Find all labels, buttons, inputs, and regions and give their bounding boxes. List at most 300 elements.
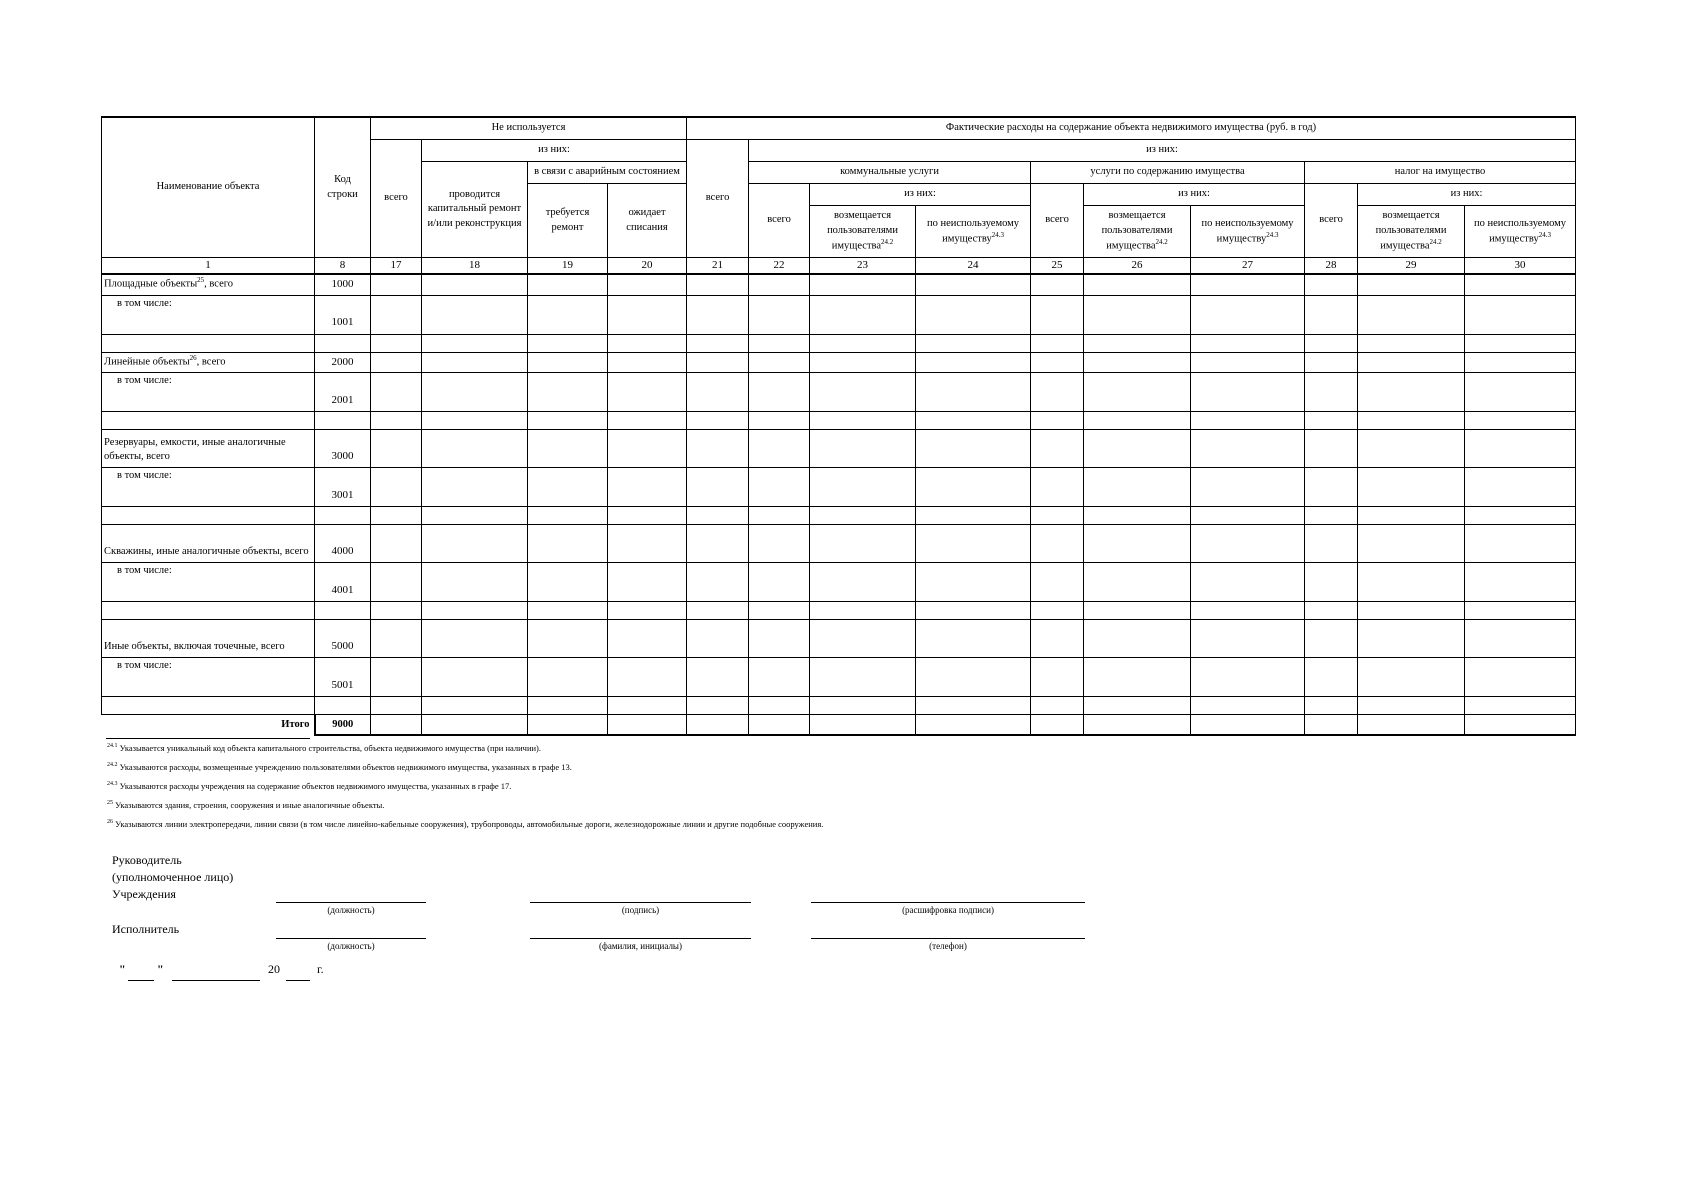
table-row — [102, 620, 1576, 658]
data-cell[interactable] — [371, 430, 422, 468]
data-cell[interactable] — [1084, 507, 1191, 525]
data-cell[interactable] — [1031, 352, 1084, 373]
date-month-line[interactable] — [172, 980, 260, 981]
data-cell[interactable] — [422, 507, 528, 525]
total-code: 9000 — [315, 715, 371, 736]
data-cell[interactable] — [916, 352, 1031, 373]
data-cell[interactable] — [1084, 274, 1191, 295]
data-cell[interactable] — [1358, 373, 1465, 412]
column-number: 20 — [608, 258, 687, 275]
data-cell[interactable] — [749, 274, 810, 295]
data-cell[interactable] — [528, 563, 608, 602]
data-cell[interactable] — [916, 412, 1031, 430]
data-cell[interactable] — [1358, 697, 1465, 715]
data-cell[interactable] — [687, 373, 749, 412]
data-cell[interactable] — [371, 468, 422, 507]
data-cell[interactable] — [687, 620, 749, 658]
column-number: 28 — [1305, 258, 1358, 275]
data-cell[interactable] — [422, 295, 528, 334]
data-cell[interactable] — [1465, 715, 1576, 736]
header-not-used-of-them: из них: — [422, 140, 687, 162]
data-cell[interactable] — [749, 620, 810, 658]
column-numbers-row — [102, 258, 1576, 275]
data-cell[interactable] — [1031, 373, 1084, 412]
empty-cell[interactable] — [102, 507, 315, 525]
data-cell[interactable] — [371, 274, 422, 295]
data-cell[interactable] — [422, 352, 528, 373]
data-cell[interactable] — [371, 658, 422, 697]
table-row — [102, 274, 1576, 295]
data-cell[interactable] — [687, 412, 749, 430]
data-cell[interactable] — [1031, 525, 1084, 563]
data-cell[interactable] — [1358, 525, 1465, 563]
data-cell[interactable] — [608, 274, 687, 295]
data-cell[interactable] — [1191, 373, 1305, 412]
header-not-used-total: всего — [371, 140, 422, 258]
data-cell[interactable] — [608, 334, 687, 352]
data-cell[interactable] — [371, 525, 422, 563]
data-cell[interactable] — [608, 507, 687, 525]
data-cell[interactable] — [371, 373, 422, 412]
data-cell[interactable] — [422, 525, 528, 563]
data-cell[interactable] — [528, 525, 608, 563]
data-cell[interactable] — [528, 295, 608, 334]
data-cell[interactable] — [1465, 658, 1576, 697]
data-cell[interactable] — [1084, 352, 1191, 373]
data-cell[interactable] — [608, 563, 687, 602]
data-cell[interactable] — [810, 525, 916, 563]
data-cell[interactable] — [916, 373, 1031, 412]
empty-cell[interactable] — [102, 602, 315, 620]
data-cell[interactable] — [1031, 697, 1084, 715]
head-position-line[interactable] — [276, 902, 426, 903]
empty-cell[interactable] — [315, 334, 371, 352]
row-name-wells: Скважины, иные аналогичные объекты, всего — [102, 525, 315, 563]
data-cell[interactable] — [1465, 697, 1576, 715]
data-cell[interactable] — [1465, 334, 1576, 352]
data-cell[interactable] — [687, 468, 749, 507]
data-cell[interactable] — [1031, 507, 1084, 525]
data-cell[interactable] — [371, 715, 422, 736]
table-row — [102, 412, 1576, 430]
row-name-areal: Площадные объекты$^{25}$, всего — [102, 274, 315, 295]
data-cell[interactable] — [608, 658, 687, 697]
data-cell[interactable] — [810, 507, 916, 525]
row-name-including: в том числе: — [102, 468, 315, 507]
data-cell[interactable] — [422, 430, 528, 468]
data-cell[interactable] — [1191, 352, 1305, 373]
data-cell[interactable] — [1191, 715, 1305, 736]
data-cell[interactable] — [1465, 373, 1576, 412]
data-cell[interactable] — [1191, 620, 1305, 658]
data-cell[interactable] — [1465, 507, 1576, 525]
data-cell[interactable] — [1031, 334, 1084, 352]
header-emergency-state: в связи с аварийным состоянием — [528, 162, 687, 184]
data-cell[interactable] — [1305, 352, 1358, 373]
data-cell[interactable] — [810, 658, 916, 697]
column-number: 24 — [916, 258, 1031, 275]
data-cell[interactable] — [422, 620, 528, 658]
data-cell[interactable] — [1305, 602, 1358, 620]
data-cell[interactable] — [687, 525, 749, 563]
head-decoding-line[interactable] — [811, 902, 1085, 903]
data-cell[interactable] — [371, 602, 422, 620]
head-authorized-label: (уполномоченное лицо) — [112, 870, 234, 884]
header-awaiting-writeoff: ожидает списания — [608, 184, 687, 258]
data-cell[interactable] — [608, 295, 687, 334]
data-cell[interactable] — [608, 412, 687, 430]
data-cell[interactable] — [422, 468, 528, 507]
data-cell[interactable] — [528, 507, 608, 525]
date-day-line[interactable] — [128, 980, 154, 981]
data-cell[interactable] — [1191, 507, 1305, 525]
data-cell[interactable] — [422, 563, 528, 602]
data-cell[interactable] — [810, 295, 916, 334]
data-cell[interactable] — [687, 602, 749, 620]
data-cell[interactable] — [1305, 620, 1358, 658]
row-code: 5001 — [315, 658, 371, 697]
data-cell[interactable] — [1084, 658, 1191, 697]
data-cell[interactable] — [528, 620, 608, 658]
table-row — [102, 602, 1576, 620]
data-cell[interactable] — [1031, 620, 1084, 658]
data-cell[interactable] — [749, 715, 810, 736]
data-cell[interactable] — [749, 295, 810, 334]
data-cell[interactable] — [1465, 430, 1576, 468]
table-row — [102, 352, 1576, 373]
row-code: 2001 — [315, 373, 371, 412]
data-cell[interactable] — [1031, 658, 1084, 697]
data-cell[interactable] — [1305, 715, 1358, 736]
row-code: 4000 — [315, 525, 371, 563]
data-cell[interactable] — [1031, 563, 1084, 602]
data-cell[interactable] — [1358, 468, 1465, 507]
data-cell[interactable] — [749, 507, 810, 525]
data-cell[interactable] — [422, 715, 528, 736]
data-cell[interactable] — [1358, 602, 1465, 620]
header-utilities-of-them: из них: — [810, 184, 1031, 206]
data-cell[interactable] — [916, 507, 1031, 525]
data-cell[interactable] — [1358, 563, 1465, 602]
data-cell[interactable] — [1465, 620, 1576, 658]
data-cell[interactable] — [1358, 507, 1465, 525]
data-cell[interactable] — [916, 295, 1031, 334]
data-cell[interactable] — [528, 715, 608, 736]
data-cell[interactable] — [371, 563, 422, 602]
table-row — [102, 697, 1576, 715]
empty-cell[interactable] — [315, 507, 371, 525]
table-row — [102, 430, 1576, 468]
data-cell[interactable] — [1031, 430, 1084, 468]
data-cell[interactable] — [916, 274, 1031, 295]
data-cell[interactable] — [810, 412, 916, 430]
data-cell[interactable] — [371, 352, 422, 373]
data-cell[interactable] — [810, 715, 916, 736]
data-cell[interactable] — [1084, 295, 1191, 334]
header-utilities-unused: по неиспользуемому имуществу$^{24.3}$ — [916, 206, 1031, 258]
table-row — [102, 658, 1576, 697]
data-cell[interactable] — [1084, 715, 1191, 736]
data-cell[interactable] — [422, 697, 528, 715]
data-cell[interactable] — [749, 563, 810, 602]
data-cell[interactable] — [422, 412, 528, 430]
data-cell[interactable] — [608, 602, 687, 620]
data-cell[interactable] — [1465, 352, 1576, 373]
data-cell[interactable] — [1465, 274, 1576, 295]
empty-cell[interactable] — [102, 697, 315, 715]
data-cell[interactable] — [1084, 430, 1191, 468]
footnote: $^{24.2}$ Указываются расходы, возмещенные учреждению пользователями объектов недвижимого имущества, указанных в графе 13. — [107, 762, 572, 772]
data-cell[interactable] — [749, 602, 810, 620]
data-cell[interactable] — [528, 412, 608, 430]
data-cell[interactable] — [749, 658, 810, 697]
data-cell[interactable] — [1358, 274, 1465, 295]
data-cell[interactable] — [687, 658, 749, 697]
empty-cell[interactable] — [315, 412, 371, 430]
data-cell[interactable] — [1465, 295, 1576, 334]
data-cell[interactable] — [422, 602, 528, 620]
row-name-other: Иные объекты, включая точечные, всего — [102, 620, 315, 658]
row-code: 5000 — [315, 620, 371, 658]
empty-cell[interactable] — [315, 602, 371, 620]
head-position-caption: (должность) — [327, 905, 375, 915]
data-cell[interactable] — [1084, 602, 1191, 620]
data-cell[interactable] — [687, 274, 749, 295]
executor-phone-line[interactable] — [811, 938, 1085, 939]
data-cell[interactable] — [1305, 507, 1358, 525]
data-cell[interactable] — [749, 468, 810, 507]
executor-phone-caption: (телефон) — [929, 941, 967, 951]
data-cell[interactable] — [810, 334, 916, 352]
row-code: 1000 — [315, 274, 371, 295]
data-cell[interactable] — [422, 274, 528, 295]
data-cell[interactable] — [1191, 658, 1305, 697]
data-cell[interactable] — [1358, 334, 1465, 352]
row-name-including: в том числе: — [102, 563, 315, 602]
data-cell[interactable] — [1358, 658, 1465, 697]
data-cell[interactable] — [810, 274, 916, 295]
data-cell[interactable] — [1084, 334, 1191, 352]
data-cell[interactable] — [371, 697, 422, 715]
header-repair-required: требуется ремонт — [528, 184, 608, 258]
data-cell[interactable] — [749, 697, 810, 715]
data-cell[interactable] — [810, 468, 916, 507]
row-name-reservoirs: Резервуары, емкости, иные аналогичные объекты, всего — [102, 430, 315, 468]
header-utilities-reimbursed: возмещается пользователями имущества$^{24.2}$ — [810, 206, 916, 258]
data-cell[interactable] — [1191, 274, 1305, 295]
data-cell[interactable] — [608, 468, 687, 507]
data-cell[interactable] — [1031, 602, 1084, 620]
header-object-name: Наименование объекта — [102, 117, 315, 258]
data-cell[interactable] — [371, 507, 422, 525]
table-row — [102, 295, 1576, 334]
data-cell[interactable] — [810, 620, 916, 658]
data-cell[interactable] — [687, 697, 749, 715]
data-cell[interactable] — [810, 373, 916, 412]
data-cell[interactable] — [1031, 412, 1084, 430]
data-cell[interactable] — [1358, 352, 1465, 373]
data-cell[interactable] — [916, 602, 1031, 620]
data-cell[interactable] — [528, 602, 608, 620]
data-cell[interactable] — [1465, 468, 1576, 507]
data-cell[interactable] — [1305, 334, 1358, 352]
data-cell[interactable] — [608, 697, 687, 715]
data-cell[interactable] — [1358, 412, 1465, 430]
date-year-line[interactable] — [286, 980, 310, 981]
data-cell[interactable] — [916, 468, 1031, 507]
data-cell[interactable] — [528, 658, 608, 697]
data-cell[interactable] — [528, 430, 608, 468]
data-cell[interactable] — [1358, 430, 1465, 468]
data-cell[interactable] — [749, 430, 810, 468]
data-cell[interactable] — [916, 563, 1031, 602]
footnote: $^{24.1}$ Указывается уникальный код объекта капитального строительства, объекта недвижимого имущества (при наличии). — [107, 743, 541, 753]
data-cell[interactable] — [810, 430, 916, 468]
data-cell[interactable] — [1305, 295, 1358, 334]
data-cell[interactable] — [749, 525, 810, 563]
data-cell[interactable] — [371, 295, 422, 334]
data-cell[interactable] — [1305, 274, 1358, 295]
row-code: 2000 — [315, 352, 371, 373]
data-cell[interactable] — [422, 373, 528, 412]
data-cell[interactable] — [1084, 468, 1191, 507]
data-cell[interactable] — [528, 352, 608, 373]
data-cell[interactable] — [810, 563, 916, 602]
data-cell[interactable] — [1305, 525, 1358, 563]
data-cell[interactable] — [810, 697, 916, 715]
data-cell[interactable] — [687, 507, 749, 525]
data-cell[interactable] — [608, 620, 687, 658]
data-cell[interactable] — [1191, 563, 1305, 602]
data-cell[interactable] — [1191, 295, 1305, 334]
header-utilities: коммунальные услуги — [749, 162, 1031, 184]
executor-position-caption: (должность) — [327, 941, 375, 951]
header-maintenance-reimbursed: возмещается пользователями имущества$^{24.2}$ — [1084, 206, 1191, 258]
data-cell[interactable] — [1358, 620, 1465, 658]
data-cell[interactable] — [608, 352, 687, 373]
data-cell[interactable] — [1305, 412, 1358, 430]
empty-cell[interactable] — [315, 697, 371, 715]
data-cell[interactable] — [916, 697, 1031, 715]
data-cell[interactable] — [1031, 295, 1084, 334]
head-signature-line[interactable] — [530, 902, 751, 903]
data-cell[interactable] — [1358, 295, 1465, 334]
data-cell[interactable] — [1358, 715, 1465, 736]
data-cell[interactable] — [749, 352, 810, 373]
data-cell[interactable] — [1084, 412, 1191, 430]
data-cell[interactable] — [916, 334, 1031, 352]
data-cell[interactable] — [916, 620, 1031, 658]
data-cell[interactable] — [422, 334, 528, 352]
row-name-linear: Линейные объекты$^{26}$, всего — [102, 352, 315, 373]
data-cell[interactable] — [687, 430, 749, 468]
data-cell[interactable] — [1031, 468, 1084, 507]
data-cell[interactable] — [1084, 525, 1191, 563]
data-cell[interactable] — [1084, 697, 1191, 715]
data-cell[interactable] — [749, 373, 810, 412]
column-number: 18 — [422, 258, 528, 275]
data-cell[interactable] — [1465, 412, 1576, 430]
table-row — [102, 525, 1576, 563]
data-cell[interactable] — [1191, 412, 1305, 430]
data-cell[interactable] — [1031, 274, 1084, 295]
data-cell[interactable] — [371, 412, 422, 430]
data-cell[interactable] — [371, 620, 422, 658]
header-property-tax: налог на имущество — [1305, 162, 1576, 184]
data-cell[interactable] — [1191, 468, 1305, 507]
empty-cell[interactable] — [102, 334, 315, 352]
data-cell[interactable] — [608, 373, 687, 412]
data-cell[interactable] — [1191, 602, 1305, 620]
header-expenses-of-them: из них: — [749, 140, 1576, 162]
header-maintenance-services: услуги по содержанию имущества — [1031, 162, 1305, 184]
data-cell[interactable] — [1084, 620, 1191, 658]
data-cell[interactable] — [916, 715, 1031, 736]
row-name-including: в том числе: — [102, 295, 315, 334]
data-cell[interactable] — [687, 715, 749, 736]
footnote: $^{24.3}$ Указываются расходы учреждения на содержание объектов недвижимого имущества, указанных в графе 17. — [107, 781, 512, 791]
data-cell[interactable] — [687, 334, 749, 352]
data-cell[interactable] — [1305, 373, 1358, 412]
data-cell[interactable] — [1305, 658, 1358, 697]
data-cell[interactable] — [810, 602, 916, 620]
data-cell[interactable] — [422, 658, 528, 697]
data-cell[interactable] — [608, 430, 687, 468]
data-cell[interactable] — [687, 295, 749, 334]
data-cell[interactable] — [1191, 525, 1305, 563]
data-cell[interactable] — [1465, 602, 1576, 620]
executor-name-line[interactable] — [530, 938, 751, 939]
data-cell[interactable] — [916, 658, 1031, 697]
data-cell[interactable] — [1305, 563, 1358, 602]
data-cell[interactable] — [528, 468, 608, 507]
table-body — [102, 274, 1576, 735]
data-cell[interactable] — [1305, 468, 1358, 507]
data-cell[interactable] — [810, 352, 916, 373]
data-cell[interactable] — [1305, 697, 1358, 715]
data-cell[interactable] — [1305, 430, 1358, 468]
data-cell[interactable] — [608, 715, 687, 736]
data-cell[interactable] — [687, 352, 749, 373]
footnote: $^{25}$ Указываются здания, строения, сооружения и иные аналогичные объекты. — [107, 800, 385, 810]
data-cell[interactable] — [1465, 525, 1576, 563]
data-cell[interactable] — [916, 430, 1031, 468]
data-cell[interactable] — [1465, 563, 1576, 602]
column-number: 8 — [315, 258, 371, 275]
data-cell[interactable] — [1084, 373, 1191, 412]
data-cell[interactable] — [749, 412, 810, 430]
data-cell[interactable] — [608, 525, 687, 563]
data-cell[interactable] — [687, 563, 749, 602]
data-cell[interactable] — [1084, 563, 1191, 602]
data-cell[interactable] — [528, 373, 608, 412]
data-cell[interactable] — [749, 334, 810, 352]
data-cell[interactable] — [371, 334, 422, 352]
data-cell[interactable] — [1191, 430, 1305, 468]
data-cell[interactable] — [528, 274, 608, 295]
executor-position-line[interactable] — [276, 938, 426, 939]
row-name-including: в том числе: — [102, 658, 315, 697]
header-expenses-total: всего — [687, 140, 749, 258]
data-cell[interactable] — [1031, 715, 1084, 736]
empty-cell[interactable] — [102, 412, 315, 430]
data-cell[interactable] — [528, 697, 608, 715]
data-cell[interactable] — [1191, 697, 1305, 715]
data-cell[interactable] — [1191, 334, 1305, 352]
data-cell[interactable] — [528, 334, 608, 352]
data-cell[interactable] — [916, 525, 1031, 563]
header-tax-total: всего — [1305, 184, 1358, 258]
